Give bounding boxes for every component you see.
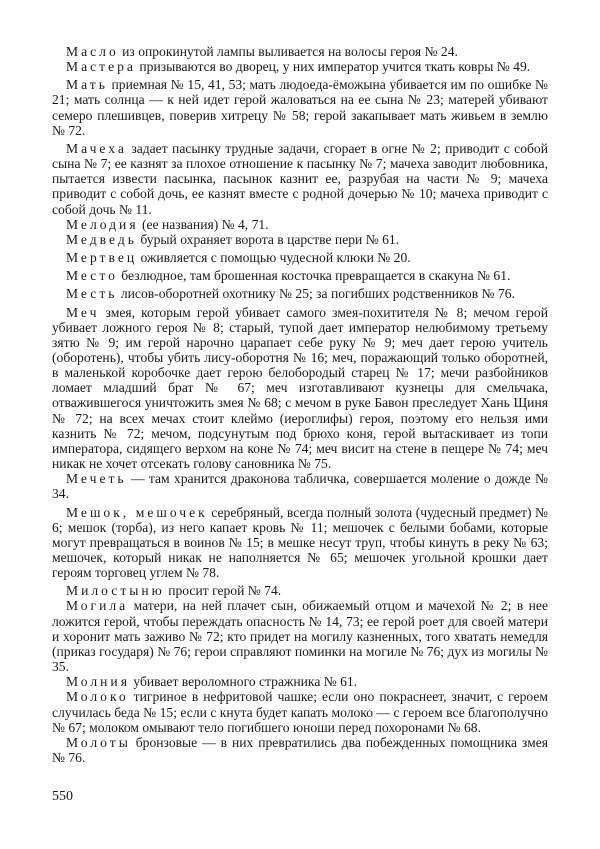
entry-headword: Мелодия — [66, 216, 139, 232]
entry-text: задает пасынку трудные задачи, сгорает в огне № 2; приводит с собой сына № 7; ее казнят за плохое отношение к пасынку № 7; мачеха заводит любовника, пытается извести пасынка, пасынок казнит ее, разрубая на части № 9; мачеха приводит с собой дочь, ее казнят вместе с родной дочерью № 10; мачеха приводит с собой дочь № 11. — [52, 140, 548, 217]
entry-text: безлюдное, там брошенная косточка превращается в скакуна № 61. — [117, 268, 511, 284]
entry-text: лисов-оборотней охотнику № 25; за погибших родственников № 76. — [117, 286, 515, 302]
entry-headword: Меч — [66, 304, 100, 320]
entry-headword: Мачеха — [66, 140, 127, 156]
entry-headword: Масло — [66, 44, 119, 59]
entry-headword: Милостыню — [66, 583, 165, 599]
entry-headword: Молоты — [66, 734, 131, 750]
index-entry-meshok — [52, 505, 548, 581]
index-entry-mat — [52, 77, 548, 138]
entry-headword: Могила — [66, 598, 129, 614]
index-entry-mech — [52, 305, 548, 472]
entry-text: серебряный, всегда полный золота (чудесный предмет) № 6; мешок (торба), из него капает кровь № 11; мешочек с белыми бобами, которые могут превращаться в воинов № 15; в мешке несут труп, чтобы кинуть в реку № 63; мешочек, который никак не наполняется № 65; мешочек угольной крошки дает героям торговец углем № 78. — [52, 504, 548, 581]
index-entry-moloty — [52, 735, 548, 765]
index-entry-macheha — [52, 141, 548, 217]
entry-headword: Мешок, мешочек — [66, 504, 208, 520]
entry-headword: Мастера — [66, 59, 136, 75]
entry-headword: Место — [66, 268, 118, 284]
index-entry-medved — [52, 232, 548, 247]
entry-text: оживляется с помощью чудесной клюки № 20. — [137, 250, 411, 266]
index-entry-molniya — [52, 674, 548, 689]
entry-headword: Молния — [66, 674, 130, 690]
index-entry-mastera — [52, 59, 548, 74]
entry-text: убивает вероломного стражника № 61. — [129, 674, 358, 690]
entry-text: — там хранится драконова табличка, совершается моление о дожде № 34. — [52, 471, 548, 502]
entry-text: бронзовые — в них превратились два побежденных помощника змея № 76. — [52, 734, 548, 766]
entry-text: (ее названия) № 4, 71. — [138, 216, 269, 232]
index-entry-moloko — [52, 689, 548, 734]
entry-text: бурый охраняет ворота в царстве пери № 61. — [137, 231, 400, 247]
index-page-body — [52, 44, 548, 765]
index-entry-milostynyu — [52, 583, 548, 598]
index-entry-maslo — [52, 44, 548, 59]
index-entry-mogila — [52, 598, 548, 674]
index-entry-mechet — [52, 471, 548, 501]
index-entry-melodiya — [52, 217, 548, 232]
entry-headword: Мать — [66, 77, 108, 93]
entry-text: призываются во дворец, у них император учится ткать ковры № 49. — [135, 59, 531, 75]
entry-headword: Медведь — [66, 231, 137, 247]
index-entry-mertvec — [52, 250, 548, 265]
entry-headword: Месть — [66, 286, 118, 302]
entry-text: тигриное в нефритовой чашке; если оно покраснеет, значит, с героем случилась беда № 15; если с кнута будет капать молоко — с героем все благополучно № 67; молоком омывают тело погибшего юноши перед похоронами № 68. — [52, 689, 548, 735]
entry-text: из опрокинутой лампы выливается на волосы героя № 24. — [118, 44, 458, 59]
entry-text: матери, на ней плачет сын, обижаемый отцом и мачехой № 2; в нее ложится герой, чтобы переждать опасность № 14, 73; ее герой роет для своей матери и хоронит мать заживо № 72; кто придет на могилу казненных, того хватать немедля (приказ государя) № 76; герои справляют поминки на могиле № 76; дух из могилы № 35. — [52, 598, 548, 675]
entry-text: просит герой № 74. — [164, 583, 282, 599]
index-entry-mest — [52, 286, 548, 301]
entry-headword: Мертвец — [66, 250, 138, 266]
entry-text: приемная № 15, 41, 53; мать людоеда-ёможына убивается им по ошибке № 21; мать солнца — к ней идет герой жаловаться на ее сына № 23; матерей убивают семеро плешивцев, поверив хитрецу № 58; герой закапывает мать живьем в землю № 72. — [52, 77, 548, 138]
entry-headword: Молоко — [66, 689, 129, 705]
entry-text: змея, которым герой убивает самого змея-похитителя № 8; мечом герой убивает ложного героя № 8; старый, тупой дает император нелюбимому третьему зятю № 9; им герой нарочно царапает себе руку № 9; меч дает герою учитель (оборотень), чтобы убить лису-оборотня № 16; меч, поражающий только оборотней, в маленькой коробочке дает герою белобородый старец № 17; мечи разбойников ломает младший брат № 67; меч изготавливают кузнецы для смельчака, отважившегося уничтожить змея № 68; с мечом в руке Бавон преследует Хань Щиня № 72; на всех мечах стоит клеймо (иероглифы) героя, поэтому его нельзя ими казнить № 72; мечом, подсунутым под брюхо коня, герой вытаскивает из топи императора, сидящего верхом на коне № 74; меч висит на стене в пещере № 74; меч никак не хочет отсекать голову сановника № 75. — [52, 304, 548, 472]
page-number: 550 — [52, 789, 73, 804]
index-entry-mesto — [52, 268, 548, 283]
entry-headword: Мечеть — [66, 471, 127, 487]
